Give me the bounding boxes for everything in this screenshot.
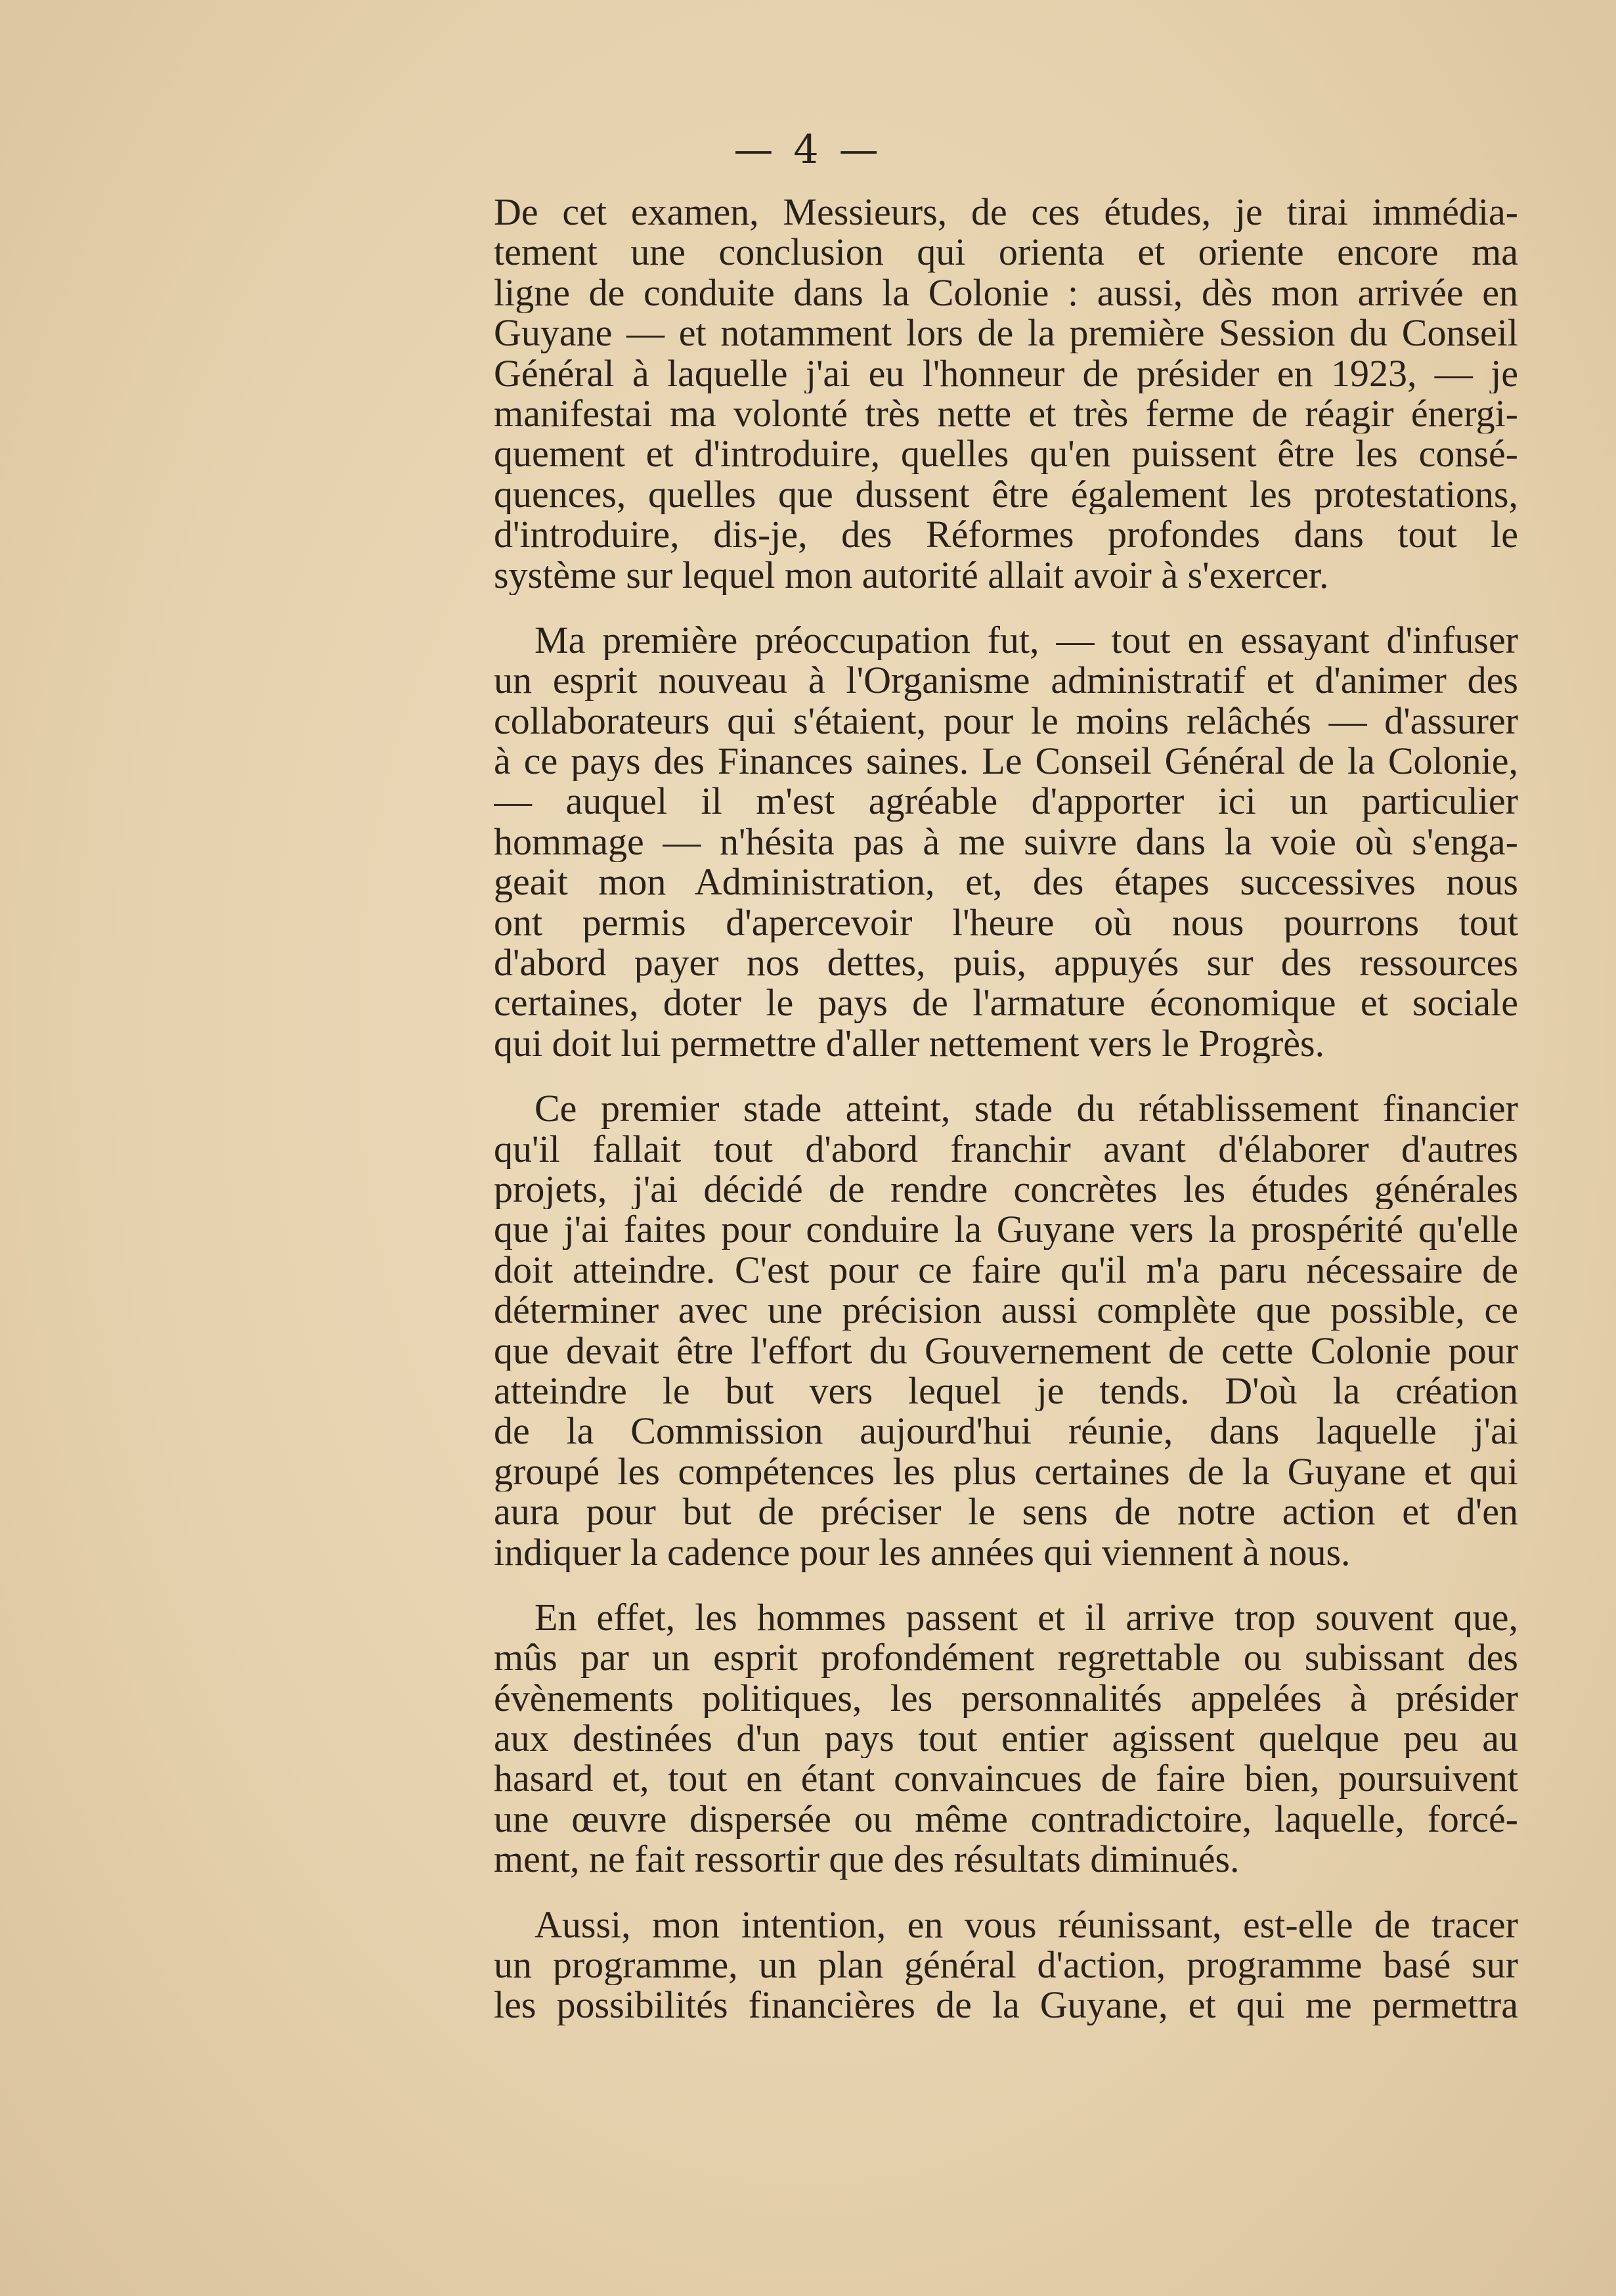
- text-line: manifestai ma volonté très nette et très ferme de réagir énergi-: [494, 393, 1518, 434]
- paragraph-3: [494, 1088, 1518, 1572]
- text-line: système sur lequel mon autorité allait avoir à s'exercer.: [494, 554, 1329, 595]
- text-line: d'abord payer nos dettes, puis, appuyés sur des ressources: [494, 942, 1518, 983]
- text-line: à ce pays des Finances saines. Le Conseil Général de la Colonie,: [494, 741, 1518, 782]
- text-line: Général à laquelle j'ai eu l'honneur de présider en 1923, — je: [494, 353, 1518, 393]
- text-line: ment, ne fait ressortir que des résultats diminués.: [494, 1839, 1240, 1880]
- text-line: les possibilités financières de la Guyane, et qui me permettra: [494, 1985, 1518, 2025]
- text-line: qui doit lui permettre d'aller nettement vers le Progrès.: [494, 1023, 1325, 1064]
- text-line: certaines, doter le pays de l'armature économique et sociale: [494, 982, 1518, 1023]
- text-line: geait mon Administration, et, des étapes successives nous: [494, 862, 1518, 902]
- body-text: [494, 192, 1518, 2050]
- text-line: — auquel il m'est agréable d'apporter ici un particulier: [494, 781, 1518, 822]
- text-line: une œuvre dispersée ou même contradictoire, laquelle, forcé-: [494, 1798, 1518, 1840]
- text-line: Ce premier stade atteint, stade du rétablissement financier: [535, 1088, 1518, 1129]
- text-line: que j'ai faites pour conduire la Guyane vers la prospérité qu'elle: [494, 1209, 1518, 1250]
- page-number: — 4 —: [733, 127, 883, 173]
- text-line: aura pour but de préciser le sens de notre action et d'en: [494, 1491, 1518, 1532]
- paragraph-2: [494, 620, 1518, 1063]
- text-line: ont permis d'apercevoir l'heure où nous pourrons tout: [494, 902, 1518, 943]
- text-line: De cet examen, Messieurs, de ces études, je tirai immédia-: [494, 192, 1518, 232]
- text-line: Aussi, mon intention, en vous réunissant, est-elle de tracer: [535, 1904, 1518, 1945]
- text-line: Ma première préoccupation fut, — tout en essayant d'infuser: [535, 619, 1518, 661]
- text-line: tement une conclusion qui orienta et oriente encore ma: [494, 232, 1518, 273]
- text-line: mûs par un esprit profondément regrettable ou subissant des: [494, 1637, 1518, 1678]
- paragraph-5: [494, 1905, 1518, 2025]
- text-line: de la Commission aujourd'hui réunie, dans laquelle j'ai: [494, 1411, 1518, 1451]
- text-line: hasard et, tout en étant convaincues de faire bien, poursuivent: [494, 1758, 1518, 1799]
- paragraph-1: [494, 192, 1518, 595]
- text-line: ligne de conduite dans la Colonie : aussi, dès mon arrivée en: [494, 272, 1518, 313]
- text-line: doit atteindre. C'est pour ce faire qu'il m'a paru nécessaire de: [494, 1249, 1518, 1291]
- text-line: déterminer avec une précision aussi complète que possible, ce: [494, 1290, 1518, 1331]
- text-line: un programme, un plan général d'action, programme basé sur: [494, 1945, 1518, 1985]
- text-line: collaborateurs qui s'étaient, pour le moins relâchés — d'assurer: [494, 700, 1518, 741]
- text-line: quences, quelles que dussent être également les protestations,: [494, 474, 1518, 515]
- text-line: qu'il fallait tout d'abord franchir avant d'élaborer d'autres: [494, 1128, 1518, 1169]
- paragraph-4: [494, 1597, 1518, 1880]
- text-line: groupé les compétences les plus certaines de la Guyane et qui: [494, 1451, 1518, 1492]
- text-line: un esprit nouveau à l'Organisme administratif et d'animer des: [494, 660, 1518, 701]
- text-line: atteindre le but vers lequel je tends. D'où la création: [494, 1370, 1518, 1411]
- text-line: d'introduire, dis-je, des Réformes profondes dans tout le: [494, 514, 1518, 555]
- text-line: quement et d'introduire, quelles qu'en puissent être les consé-: [494, 433, 1518, 474]
- text-line: évènements politiques, les personnalités appelées à présider: [494, 1677, 1518, 1719]
- text-line: indiquer la cadence pour les années qui viennent à nous.: [494, 1532, 1351, 1572]
- text-line: hommage — n'hésita pas à me suivre dans la voie où s'enga-: [494, 821, 1518, 862]
- text-line: En effet, les hommes passent et il arrive trop souvent que,: [535, 1597, 1518, 1638]
- text-line: que devait être l'effort du Gouvernement de cette Colonie pour: [494, 1330, 1518, 1371]
- text-line: Guyane — et notamment lors de la première Session du Conseil: [494, 313, 1518, 353]
- text-line: projets, j'ai décidé de rendre concrètes les études générales: [494, 1168, 1518, 1210]
- text-line: aux destinées d'un pays tout entier agissent quelque peu au: [494, 1718, 1518, 1759]
